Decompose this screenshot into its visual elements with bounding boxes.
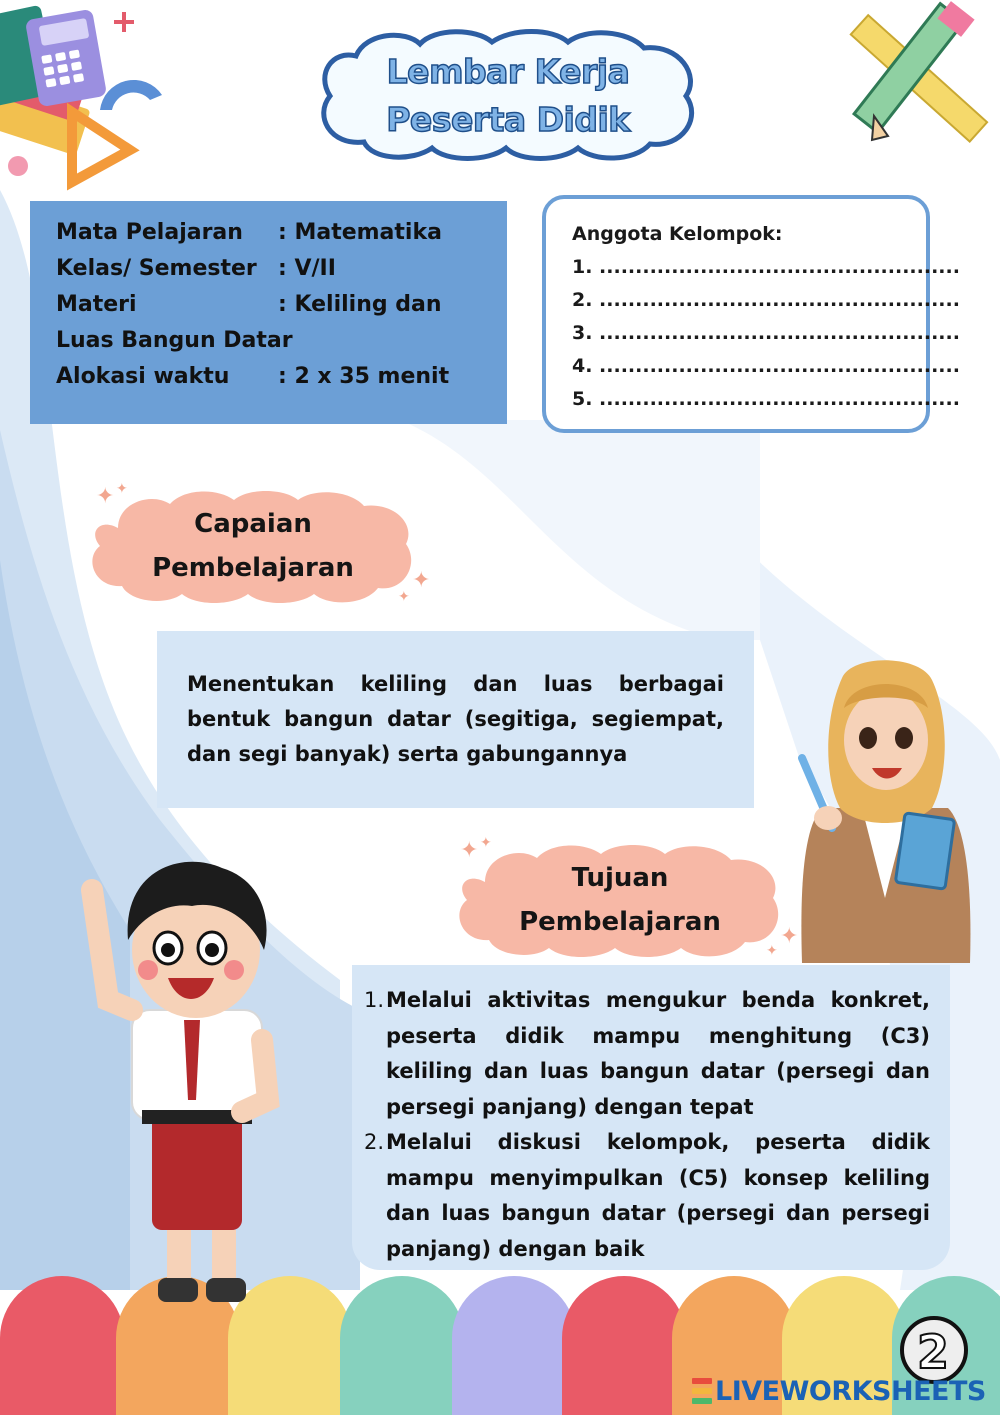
page-number: 2	[916, 1325, 949, 1379]
tujuan-heading-line-1: Tujuan	[571, 863, 669, 893]
sparkle-icon: ✦	[96, 484, 115, 509]
title-line-1: Lembar Kerja	[386, 52, 630, 91]
title-banner	[316, 26, 700, 164]
group-members-box	[542, 195, 960, 433]
liveworksheets-wordmark: LIVEWORKSHEETS	[715, 1375, 986, 1407]
tujuan-heading-cloud	[455, 838, 785, 960]
tujuan-item-number: 2.	[364, 1130, 385, 1154]
tujuan-item-2	[364, 1125, 930, 1267]
tujuan-list	[364, 983, 930, 1267]
subject-row	[56, 215, 481, 251]
capaian-text-box	[157, 631, 754, 808]
material-label: Materi	[56, 292, 137, 317]
material-value: : Keliling dan	[278, 292, 442, 317]
member-line-2[interactable]: 2. ..................................................	[572, 289, 960, 311]
tujuan-item-number: 1.	[364, 988, 385, 1012]
liveworksheets-logo	[692, 1374, 986, 1408]
tujuan-item-text: Melalui aktivitas mengukur benda konkret, peserta didik mampu menghitung (C3) keliling dan luas bangun datar (persegi dan persegi panjang) dengan tepat	[386, 988, 930, 1119]
title-line-2: Peserta Didik	[386, 100, 630, 139]
capaian-heading-line-2: Pembelajaran	[152, 553, 354, 583]
time-label: Alokasi waktu	[56, 364, 230, 389]
teacher-illustration	[792, 658, 977, 963]
liveworksheets-badge-icon	[692, 1378, 712, 1404]
student-boy-illustration	[72, 850, 302, 1310]
sparkle-icon: ✦	[766, 943, 778, 959]
pencil-ruler-illustration	[846, 8, 981, 143]
tujuan-heading-line-2: Pembelajaran	[519, 907, 721, 937]
tujuan-list-box	[352, 965, 950, 1270]
sparkle-icon: ✦	[480, 835, 492, 851]
sparkle-icon: ✦	[780, 924, 799, 949]
sparkle-icon: ✦	[460, 838, 479, 863]
class-row	[56, 251, 481, 287]
subject-label: Mata Pelajaran	[56, 220, 243, 245]
sparkle-icon: ✦	[398, 589, 410, 605]
member-line-4[interactable]: 4. ..................................................	[572, 355, 960, 377]
member-line-5[interactable]: 5. ..................................................	[572, 388, 960, 410]
capaian-text: Menentukan keliling dan luas berbagai bentuk bangun datar (segitiga, segiempat, dan segi banyak) serta gabungannya	[187, 672, 724, 766]
subject-info-box	[30, 201, 507, 424]
school-supplies-illustration	[0, 0, 170, 185]
time-value: : 2 x 35 menit	[278, 364, 450, 389]
time-row	[56, 359, 481, 395]
sparkle-icon: ✦	[116, 481, 128, 497]
class-value: : V/II	[278, 256, 336, 281]
sparkle-icon: ✦	[412, 568, 431, 593]
material-row	[56, 287, 481, 323]
member-line-3[interactable]: 3. ..................................................	[572, 322, 960, 344]
member-line-1[interactable]: 1. ..................................................	[572, 256, 960, 278]
tujuan-item-1	[364, 983, 930, 1125]
capaian-heading-line-1: Capaian	[194, 509, 312, 539]
class-label: Kelas/ Semester	[56, 256, 257, 281]
material-continuation: Luas Bangun Datar	[56, 328, 293, 353]
capaian-heading-cloud	[88, 484, 418, 606]
members-title: Anggota Kelompok:	[572, 223, 783, 245]
tujuan-item-text: Melalui diskusi kelompok, peserta didik mampu menyimpulkan (C5) konsep keliling dan luas bangun datar (persegi dan persegi panjang) dengan baik	[386, 1130, 930, 1261]
subject-value: : Matematika	[278, 220, 442, 245]
